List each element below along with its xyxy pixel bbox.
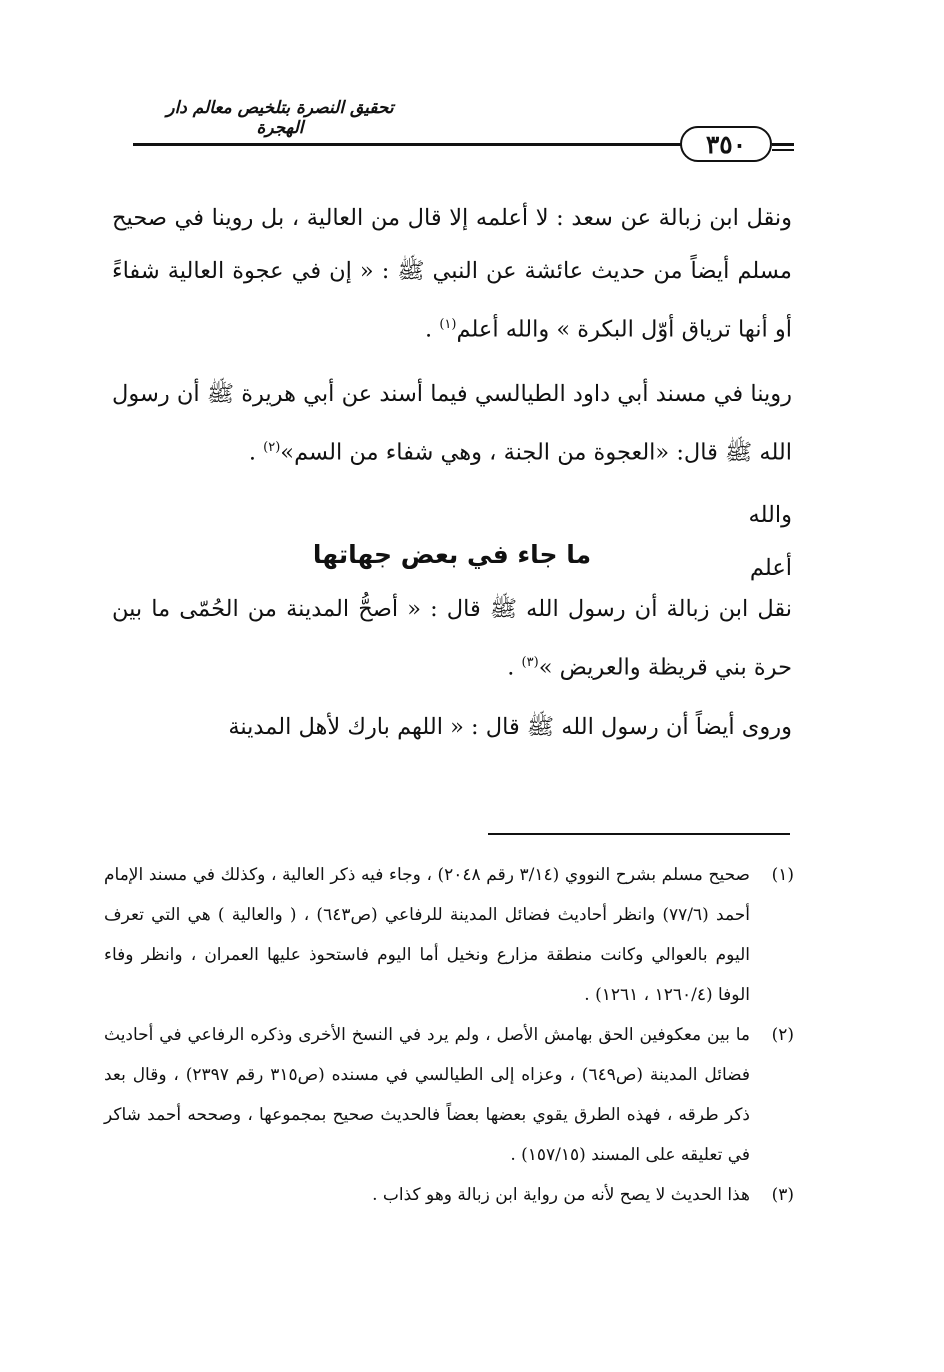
footnote-text: صحيح مسلم بشرح النووي (٣/١٤ رقم ٢٠٤٨) ، وجاء فيه ذكر العالية ، وكذلك في مسند الإمام أحمد (٧٧/٦) وانظر أحاديث فضائل المدينة للرفاعي (ص٦٤٣) ، ( والعالية ) هي التي تعرف اليوم بالعوالي وكانت منطقة مزارع ونخيل أما اليوم فاستحوذ عليها العمران ، وانظر وفاء الوفا (١٢٦٠/٤ ، ١٢٦١) . (104, 865, 750, 1005)
footnote-number: (١) (771, 865, 794, 885)
paragraph-4 (112, 583, 792, 695)
paragraph-1-text: ونقل ابن زبالة عن سعد : لا أعلمه إلا قال من العالية ، بل روينا في صحيح مسلم أيضاً من حديث عائشة عن النبي ﷺ : « إن في عجوة العالية شفاءً أو أنها ترياق أوّل البكرة » والله أعلم (112, 205, 792, 343)
paragraph-2-end: . (248, 439, 264, 466)
footnotes (104, 855, 794, 1215)
footnote-number: (٣) (771, 1185, 794, 1205)
page-number-text: ٣٥٠ (705, 129, 747, 159)
header-rule-right-lower (772, 149, 794, 151)
footnote-2 (104, 1015, 794, 1175)
paragraph-1 (112, 192, 792, 357)
footnote-separator (488, 833, 790, 835)
paragraph-1-end: . (425, 316, 440, 343)
footnote-ref-3: (٣) (521, 655, 539, 670)
footnote-number: (٢) (771, 1025, 794, 1045)
footnote-text: ما بين معكوفين الحق بهامش الأصل ، ولم يرد في النسخ الأخرى وذكره الرفاعي في أحاديث فضائل المدينة (ص٦٤٩) ، وعزاه إلى الطيالسي في مسنده (ص٣١٥ رقم ٢٣٩٧) ، وقال بعد ذكر طرقه ، فهذه الطرق يقوي بعضها بعضاً فالحديث صحيح بمجموعها ، وصححه أحمد شاكر في تعليقه على المسند (١٥٧/١٥) . (104, 1025, 750, 1165)
paragraph-5: وروى أيضاً أن رسول الله ﷺ قال : « اللهم بارك لأهل المدينة (228, 714, 792, 740)
footnote-text: هذا الحديث لا يصح لأنه من رواية ابن زبالة وهو كذاب . (372, 1185, 750, 1205)
page-number (680, 126, 772, 162)
paragraph-3: والله أعلم (748, 502, 792, 581)
header-rule (133, 143, 681, 146)
running-title: تحقيق النصرة بتلخيص معالم دار الهجرة (166, 98, 394, 138)
header-rule-right (772, 143, 794, 146)
paragraph-2-text: روينا في مسند أبي داود الطيالسي فيما أسند عن أبي هريرة ﷺ أن رسول الله ﷺ قال: «العجوة من الجنة ، وهي شفاء من السم» (112, 381, 792, 466)
section-heading: ما جاء في بعض جهاتها (312, 540, 592, 569)
footnote-1 (104, 855, 794, 1015)
footnote-ref-2: (٢) (263, 440, 281, 455)
footnote-3 (104, 1175, 794, 1215)
footnote-ref-1: (١) (439, 317, 457, 332)
paragraph-4-end: . (507, 654, 522, 681)
paragraph-2 (112, 368, 792, 480)
paragraph-4-text: نقل ابن زبالة أن رسول الله ﷺ قال : « أصحُّ المدينة من الحُمّى ما بين حرة بني قريظة والعريض » (112, 596, 792, 681)
